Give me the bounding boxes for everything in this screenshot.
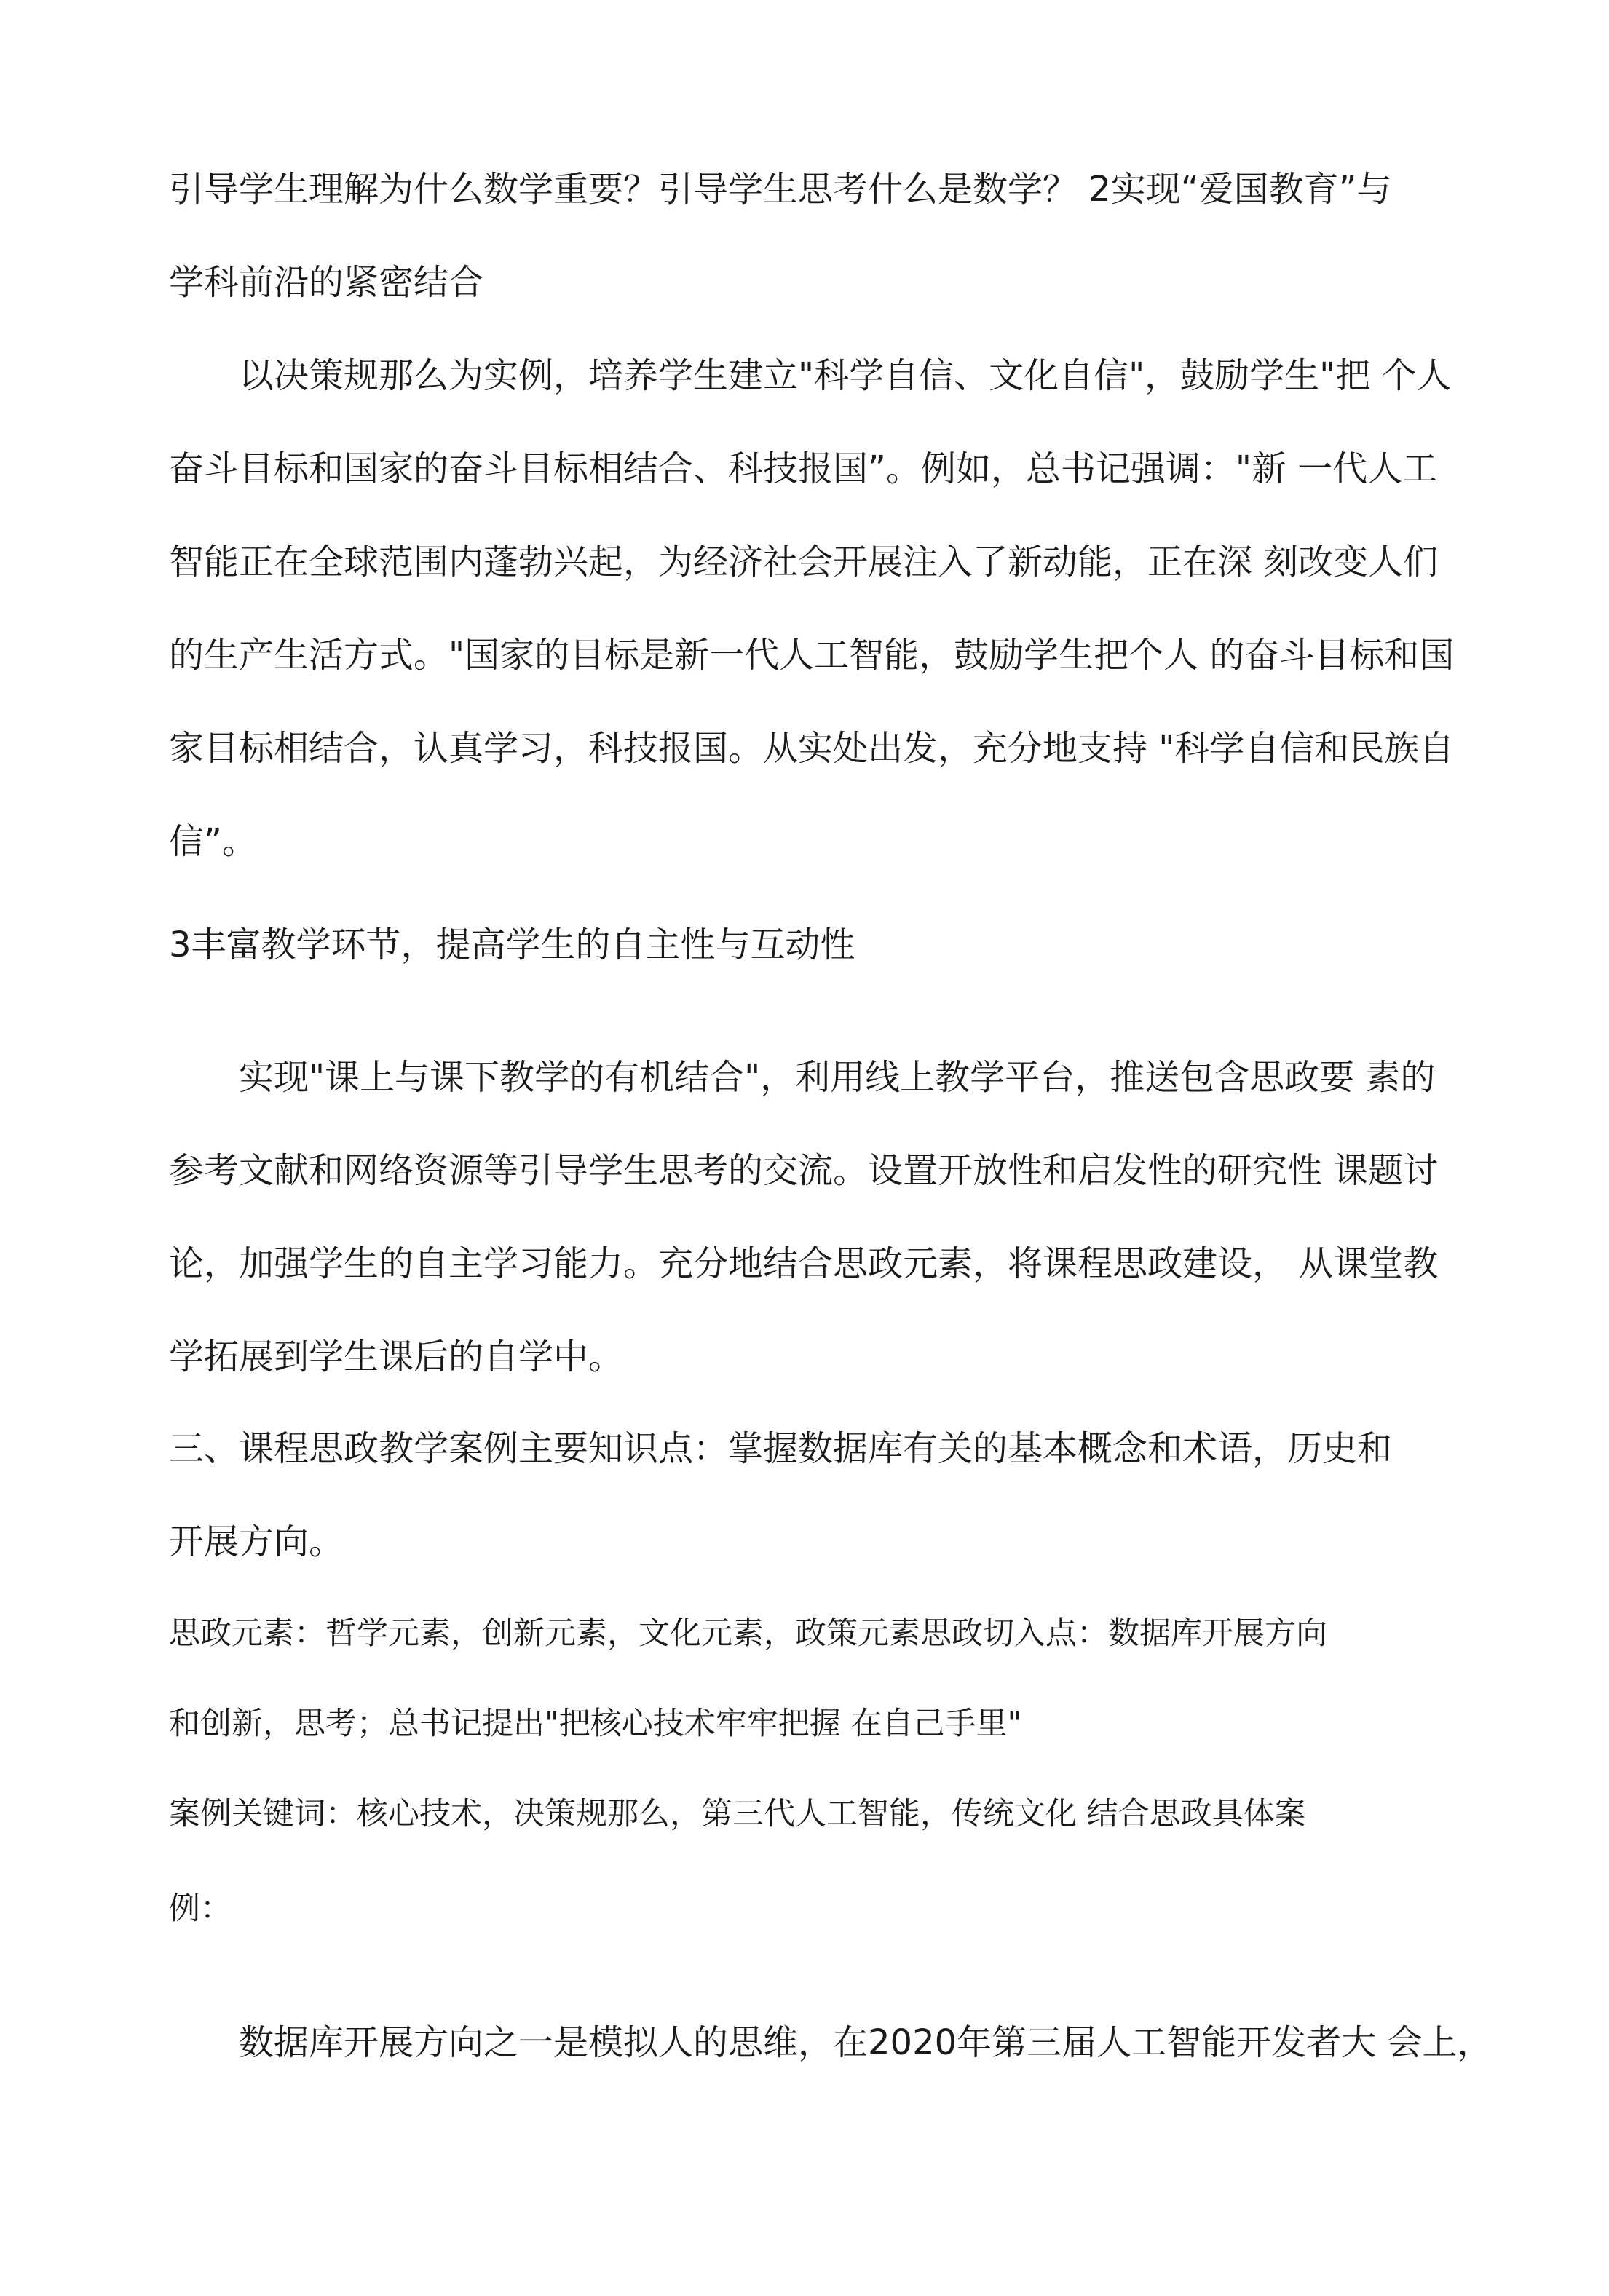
text-line: 奋斗目标和国家的奋斗目标相结合、科技报国”。例如，总书记强调："新 一代人工	[169, 448, 1438, 489]
text-line: 的生产生活方式。"国家的目标是新一代人工智能，鼓励学生把个人 的奋斗目标和国	[169, 635, 1455, 676]
paragraph-start-line: 实现"课上与课下教学的有机结合"，利用线上教学平台，推送包含思政要 素的	[239, 1057, 1436, 1098]
text-line: 引导学生理解为什么数学重要？引导学生思考什么是数学？ 2实现“爱国教育”与	[169, 169, 1392, 210]
text-line: 例：	[169, 1891, 232, 1927]
section-heading: 三、课程思政教学案例主要知识点：掌握数据库有关的基本概念和术语，历史和	[169, 1428, 1393, 1469]
text-line: 学拓展到学生课后的自学中。	[169, 1337, 624, 1377]
text-line: 智能正在全球范围内蓬勃兴起，为经济社会开展注入了新动能，正在深 刻改变人们	[169, 542, 1439, 582]
text-line: 论，加强学生的自主学习能力。充分地结合思政元素，将课程思政建设， 从课堂教	[169, 1243, 1439, 1284]
text-line: 参考文献和网络资源等引导学生思考的交流。设置开放性和启发性的研究性 课题讨	[169, 1150, 1439, 1191]
paragraph-start-line: 数据库开展方向之一是模拟人的思维，在2020年第三届人工智能开发者大 会上，	[239, 2022, 1493, 2063]
text-line: 和创新，思考；总书记提出"把核心技术牢牢把握 在自己手里"	[169, 1706, 1022, 1742]
text-line: 学科前沿的紧密结合	[169, 262, 484, 303]
text-line: 案例关键词：核心技术，决策规那么，第三代人工智能，传统文化 结合思政具体案	[169, 1796, 1306, 1832]
text-line: 家目标相结合，认真学习，科技报国。从实处出发，充分地支持 "科学自信和民族自	[169, 728, 1455, 769]
paragraph-start-line: 以决策规那么为实例，培养学生建立"科学自信、文化自信"，鼓励学生"把 个人	[239, 355, 1452, 396]
text-line: 信”。	[169, 821, 257, 862]
text-line: 思政元素：哲学元素，创新元素，文化元素，政策元素思政切入点：数据库开展方向	[169, 1615, 1327, 1652]
section-heading: 3丰富教学环节，提高学生的自主性与互动性	[169, 925, 855, 965]
text-line: 开展方向。	[169, 1521, 344, 1562]
